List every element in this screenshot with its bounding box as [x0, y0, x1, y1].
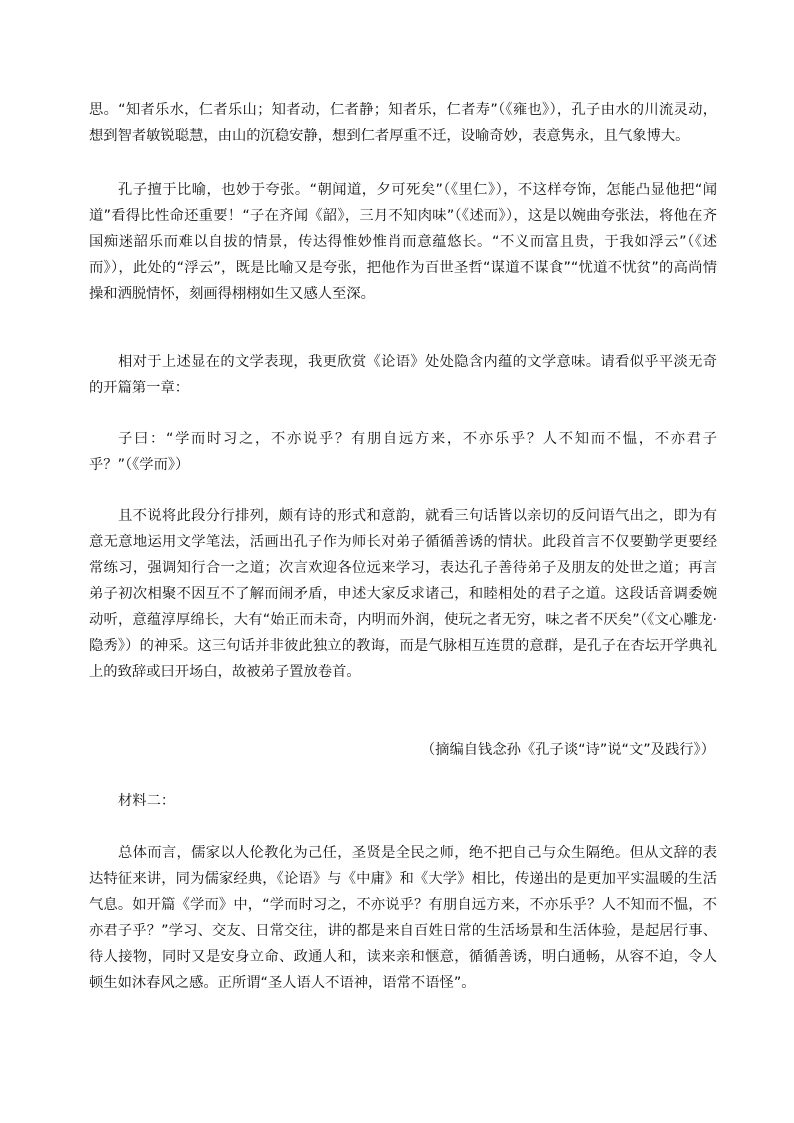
paragraph-quote-xueer: 子曰：“学而时习之，不亦说乎？有朋自远方来，不亦乐乎？人不知而不愠，不亦君子乎？”（《学而》） — [89, 431, 717, 473]
paragraph-material-two: 总体而言，儒家以人伦教化为己任，圣贤是全民之师，绝不把自己与众生隔绝。但从文辞的表达特征来讲，同为儒家经典，《论语》与《中庸》和《大学》相比，传递出的是更加平实温暖的生活气息。如开篇《学而》中，“学而时习之，不亦说乎？有朋自远方来，不亦乐乎？人不知而不愠，不亦君子乎？”学习、交友、日常交往，讲的都是来自百姓日常的生活场景和生活体验，是起居行事、待人接物，同时又是安身立命、政通人和，读来亲和惬意，循循善诱，明白通畅，从容不迫，令人顿生如沐春风之感。正所谓“圣人语人不语神，语常不语怪”。 — [89, 845, 717, 991]
paragraph-analysis: 且不说将此段分行排列，颇有诗的形式和意韵，就看三句话皆以亲切的反问语气出之，即为有意无意地运用文学笔法，活画出孔子作为师长对弟子循循善诱的情状。此段首言不仅要勤学更要经常练习，强调知行合一之道；次言欢迎各位远来学习，表达孔子善待弟子及朋友的处世之道；再言弟子初次相聚不因互不了解而闹矛盾，申述大家反求诸己，和睦相处的君子之道。这段话音调委婉动听，意蕴淳厚绵长，大有“始正而未奇，内明而外润，使玩之者无穷，味之者不厌矣”（《文心雕龙·隐秀》）的神采。这三句话并非彼此独立的教诲，而是气脉相互连贯的意群，是孔子在杏坛开学典礼上的致辞或曰开场白，故被弟子置放卷首。 — [89, 508, 717, 680]
paragraph-exaggeration: 孔子擅于比喻，也妙于夸张。“朝闻道，夕可死矣”（《里仁》），不这样夸饰，怎能凸显他把“闻道”看得比性命还重要！“子在齐闻《韶》，三月不知肉味”（《述而》），这是以婉曲夸张法，将他在齐国痴迷韶乐而难以自拔的情景，传达得惟妙惟肖而意蕴悠长。“不义而富且贵，于我如浮云”（《述而》），此处的“浮云”，既是比喻又是夸张，把他作为百世圣哲“谋道不谋食”“忧道不忧贫”的高尚情操和洒脱情怀，刻画得栩栩如生又感人至深。 — [89, 182, 717, 302]
source-citation: （摘编自钱念孙《孔子谈“诗”说“文”及践行》） — [420, 742, 715, 758]
paragraph-literary-flavor: 相对于上述显在的文学表现，我更欣赏《论语》处处隐含内蕴的文学意味。请看似乎平淡无奇的开篇第一章： — [89, 354, 717, 396]
material-two-label: 材料二： — [118, 793, 176, 809]
paragraph-water-mountain: 思。“知者乐水，仁者乐山；知者动，仁者静；知者乐，仁者寿”（《雍也》），孔子由水的川流灵动，想到智者敏锐聪慧，由山的沉稳安静，想到仁者厚重不迁，设喻奇妙，表意隽永，且气象博大。 — [89, 102, 717, 144]
